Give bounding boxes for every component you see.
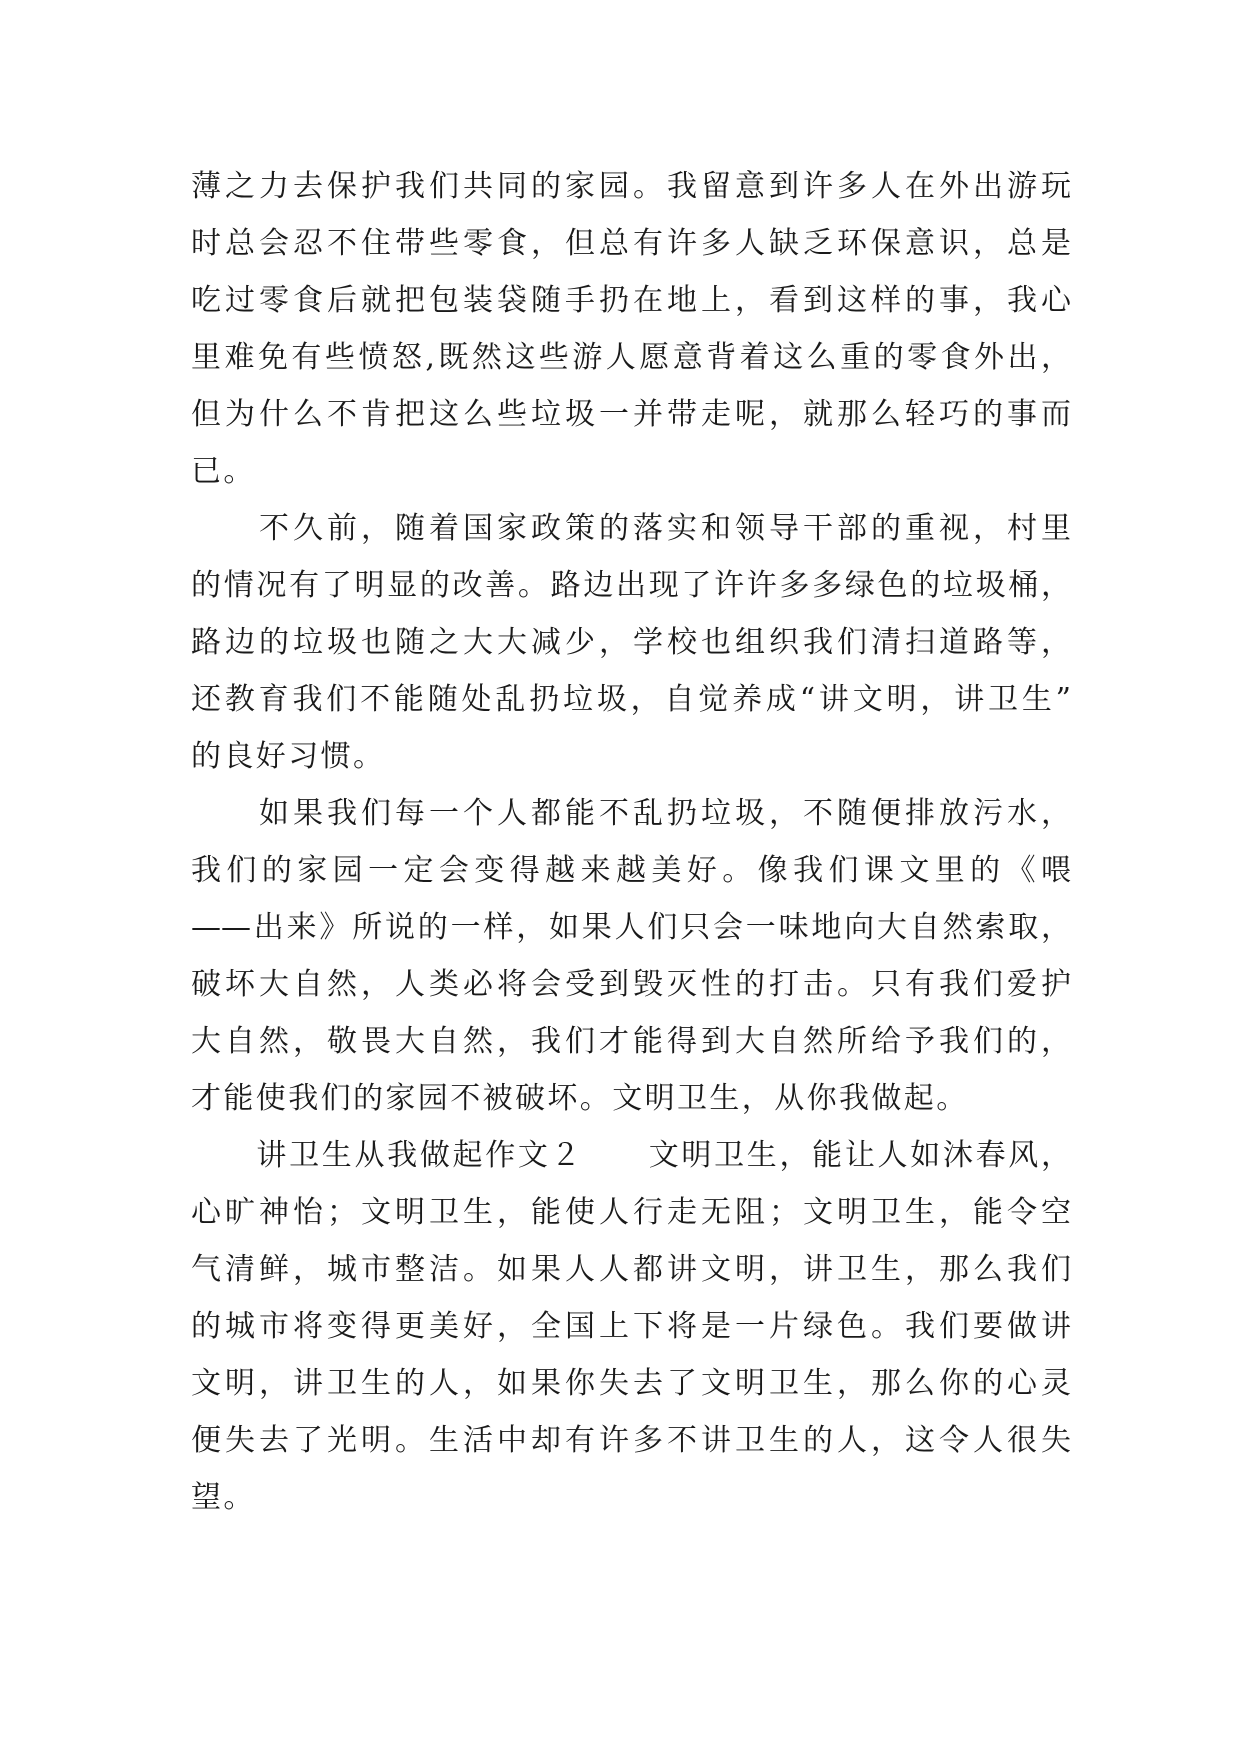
text-line: 破坏大自然，人类必将会受到毁灭性的打击。只有我们爱护 [191,967,1071,1002]
paragraph [191,500,1071,785]
text-line: 心旷神怡；文明卫生，能使人行走无阻；文明卫生，能令空 [191,1195,1071,1230]
text-line: 里难免有些愤怒,既然这些游人愿意背着这么重的零食外出， [191,340,1071,375]
text-line: 薄之力去保护我们共同的家园。我留意到许多人在外出游玩 [191,169,1071,204]
text-line: 时总会忍不住带些零食，但总有许多人缺乏环保意识，总是 [191,226,1071,261]
text-line: ——出来》所说的一样，如果人们只会一味地向大自然索取， [191,910,1071,945]
text-line: 大自然，敬畏大自然，我们才能得到大自然所给予我们的， [191,1024,1071,1059]
text-line: 便失去了光明。生活中却有许多不讲卫生的人，这令人很失 [191,1423,1071,1458]
text-line: 的城市将变得更美好，全国上下将是一片绿色。我们要做讲 [191,1309,1071,1344]
text-line: 的良好习惯。 [191,739,386,774]
paragraph [191,1127,1071,1526]
text-line: 已。 [191,454,256,489]
text-line: 但为什么不肯把这么些垃圾一并带走呢，就那么轻巧的事而 [191,397,1071,432]
text-line: 我们的家园一定会变得越来越美好。像我们课文里的《喂 [191,853,1071,888]
text-line: 文明，讲卫生的人，如果你失去了文明卫生，那么你的心灵 [191,1366,1071,1401]
text-line: 还教育我们不能随处乱扔垃圾，自觉养成“讲文明，讲卫生” [191,682,1071,717]
text-line: 气清鲜，城市整洁。如果人人都讲文明，讲卫生，那么我们 [191,1252,1071,1287]
text-line: 才能使我们的家园不被破坏。文明卫生，从你我做起。 [191,1081,969,1116]
text-line: 如果我们每一个人都能不乱扔垃圾，不随便排放污水， [191,796,1071,831]
essay-body [191,158,1071,1526]
text-line: 吃过零食后就把包装袋随手扔在地上，看到这样的事，我心 [191,283,1071,318]
text-line: 讲卫生从我做起作文２ 文明卫生，能让人如沐春风， [191,1138,1071,1173]
text-line: 的情况有了明显的改善。路边出现了许许多多绿色的垃圾桶， [191,568,1071,603]
text-line: 不久前，随着国家政策的落实和领导干部的重视，村里 [191,511,1071,546]
paragraph [191,158,1071,500]
text-line: 路边的垃圾也随之大大减少，学校也组织我们清扫道路等， [191,625,1071,660]
text-line: 望。 [191,1480,256,1515]
paragraph [191,785,1071,1127]
